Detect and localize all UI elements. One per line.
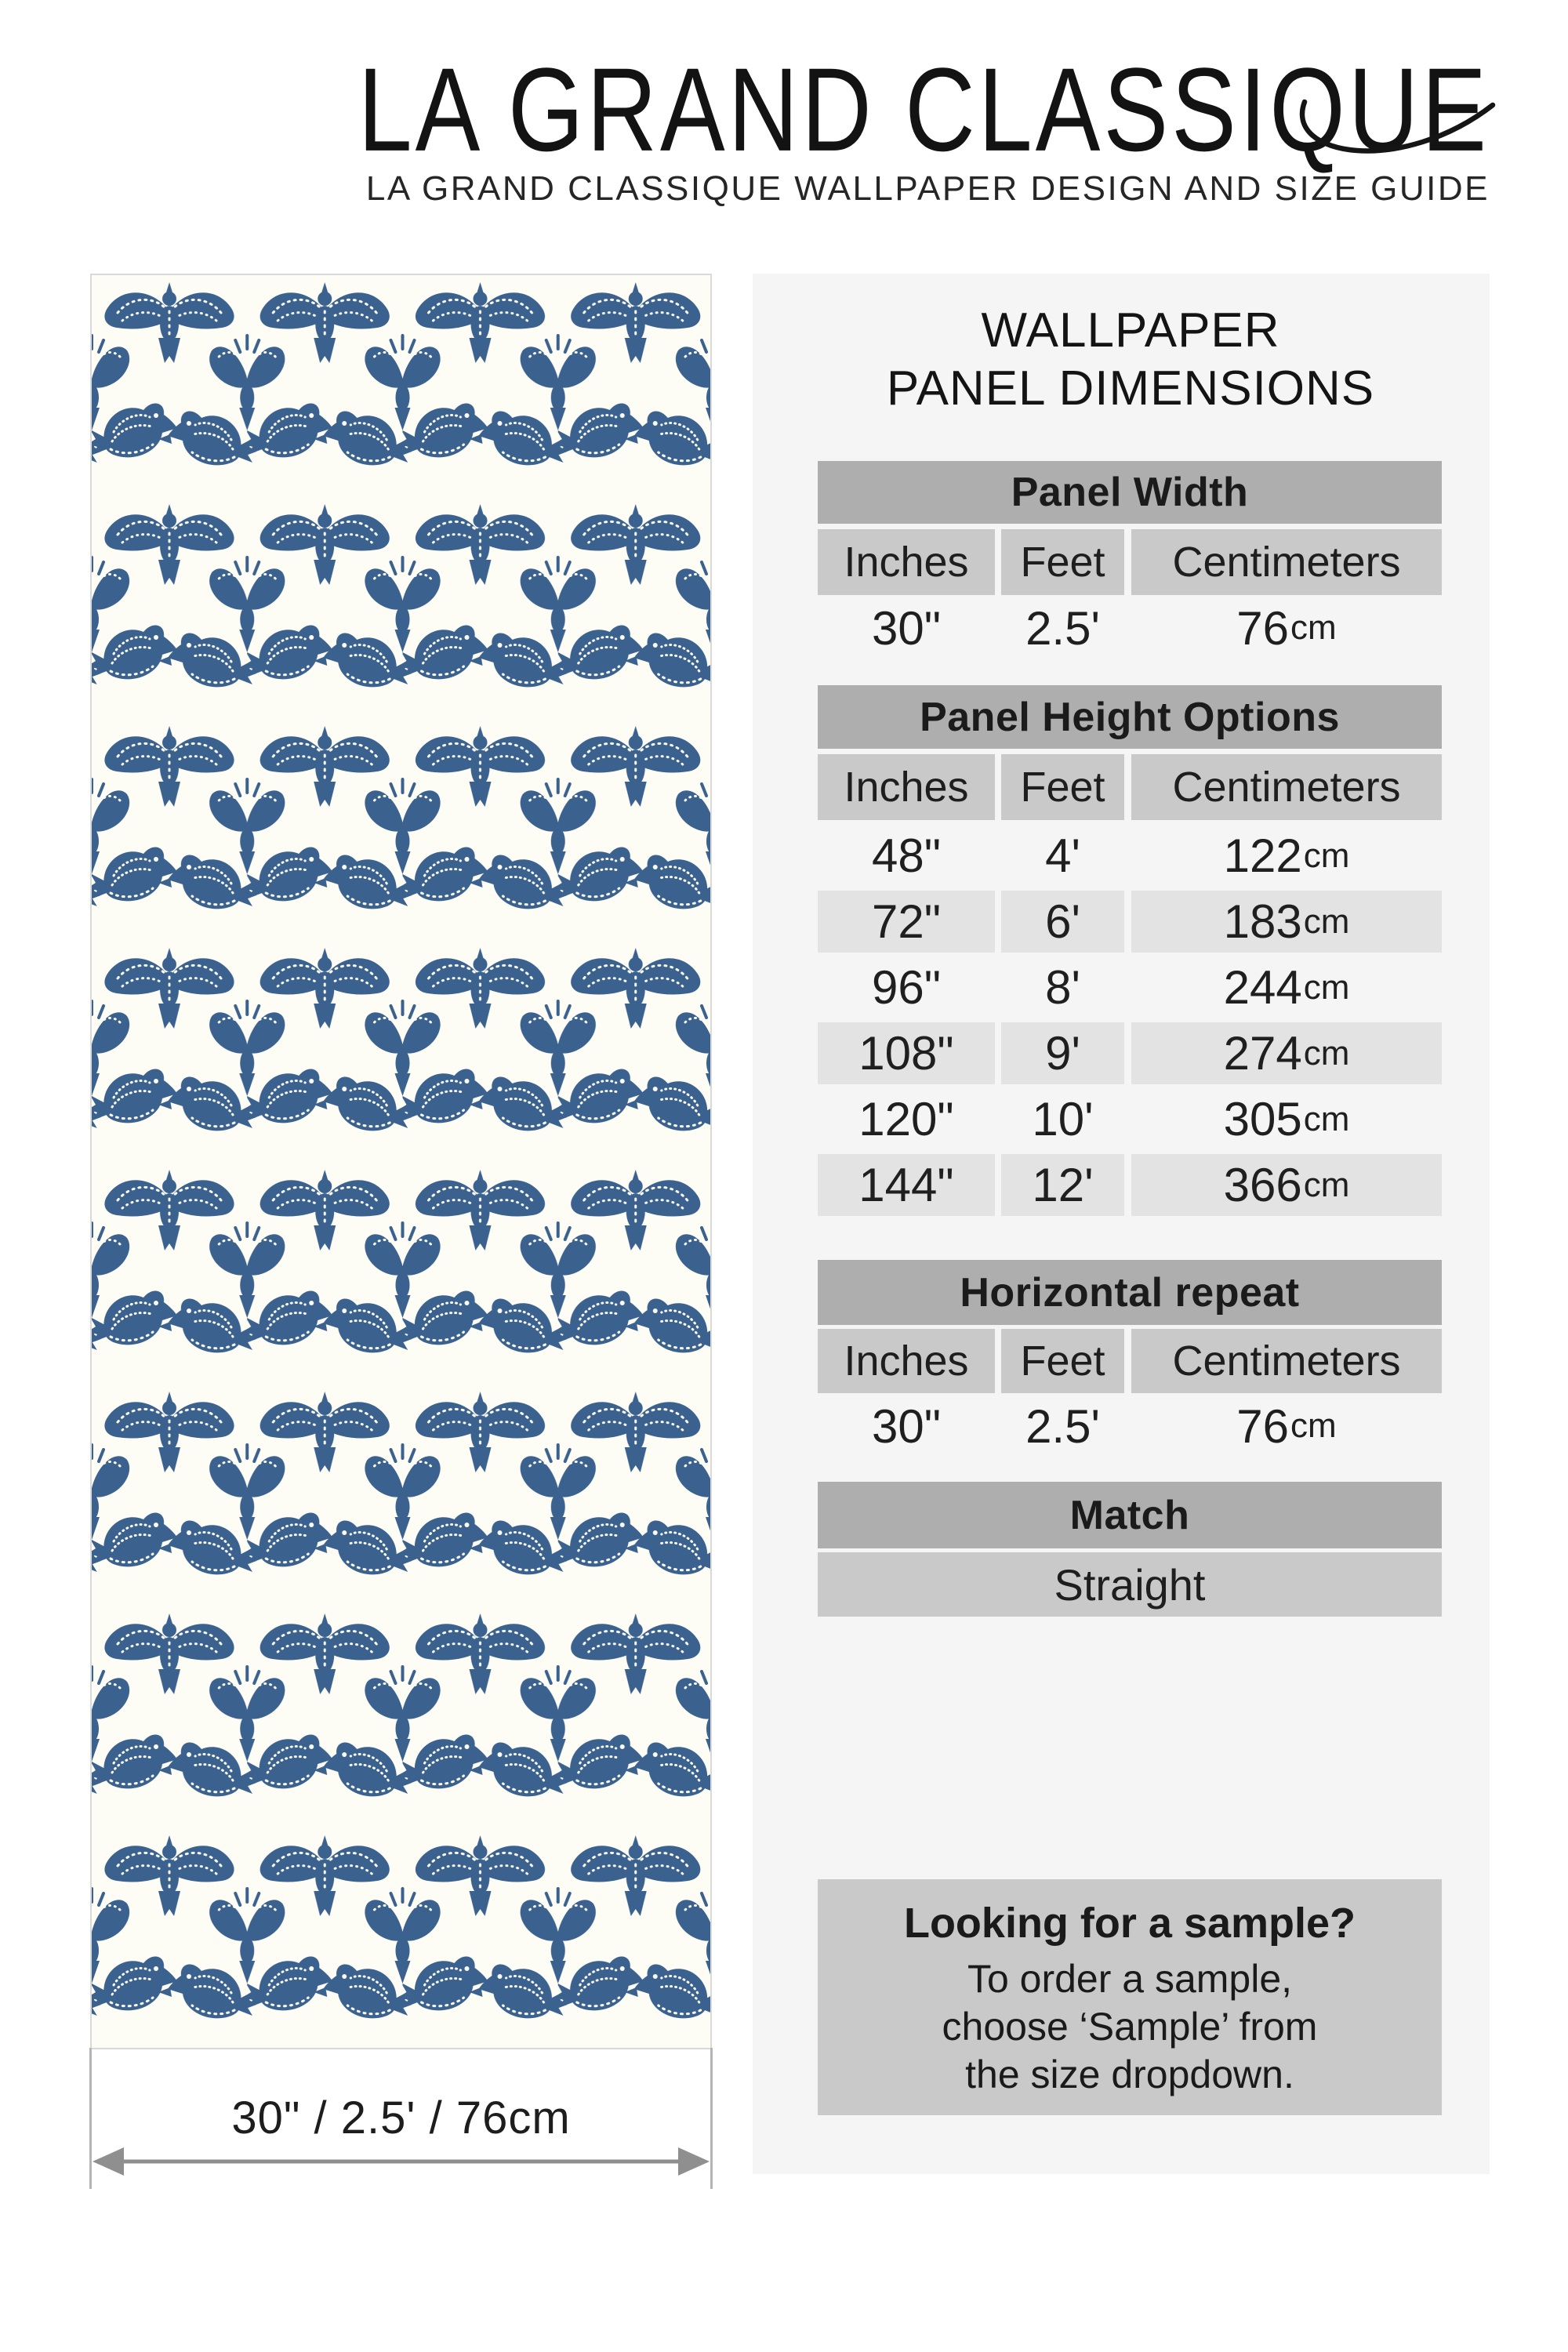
value-centimeters: 244 cm xyxy=(1223,961,1350,1014)
cm-unit: cm xyxy=(1303,1099,1350,1138)
value-inches: 72" xyxy=(818,891,995,953)
value-centimeters: 183 cm xyxy=(1131,891,1442,953)
value-feet: 4' xyxy=(1045,829,1080,882)
column-header-feet: Feet xyxy=(1001,1329,1124,1393)
panel-height-header: Panel Height Options xyxy=(818,685,1442,749)
cm-unit: cm xyxy=(1290,608,1337,647)
sample-box-title: Looking for a sample? xyxy=(903,1900,1356,1947)
value-feet: 6' xyxy=(1001,891,1124,953)
cm-unit: cm xyxy=(1303,967,1350,1007)
column-header-centimeters: Centimeters xyxy=(1131,529,1442,595)
column-header-feet: Feet xyxy=(1001,754,1124,820)
value-inches: 120" xyxy=(858,1093,954,1145)
value-centimeters: 366 cm xyxy=(1131,1154,1442,1216)
value-inches: 108" xyxy=(818,1022,995,1084)
value-feet: 10' xyxy=(1032,1093,1094,1145)
table-row xyxy=(818,1088,1442,1150)
sample-box-line: the size dropdown. xyxy=(965,2053,1294,2096)
value-feet: 2.5' xyxy=(1025,601,1100,655)
dimensions-panel xyxy=(753,274,1490,2174)
value-feet: 9' xyxy=(1001,1022,1124,1084)
table-row xyxy=(818,1154,1442,1216)
value-centimeters: 122 cm xyxy=(1223,829,1350,882)
sample-box xyxy=(818,1879,1442,2115)
column-header-centimeters: Centimeters xyxy=(1131,754,1442,820)
page-title: LA GRAND CLASSIQUE xyxy=(358,44,1490,176)
value-feet: 12' xyxy=(1001,1154,1124,1216)
value-inches: 144" xyxy=(818,1154,995,1216)
table-row xyxy=(818,1022,1442,1084)
value-feet: 2.5' xyxy=(1025,1399,1100,1453)
value-centimeters: 274 cm xyxy=(1131,1022,1442,1084)
dimensions-heading-line2: PANEL DIMENSIONS xyxy=(886,361,1375,416)
sample-box-line: choose ‘Sample’ from xyxy=(942,2005,1318,2049)
dimensions-heading xyxy=(809,302,1452,418)
wallpaper-preview-panel xyxy=(90,274,712,2049)
panel-width-row xyxy=(818,602,1442,654)
column-header-inches: Inches xyxy=(818,529,995,595)
table-row xyxy=(818,825,1442,887)
panel-width-annotation: 30" / 2.5' / 76cm xyxy=(231,2092,571,2143)
cm-unit: cm xyxy=(1290,1406,1337,1445)
value-inches: 96" xyxy=(871,961,942,1014)
page-subtitle: LA GRAND CLASSIQUE WALLPAPER DESIGN AND SIZE GUIDE xyxy=(365,169,1490,208)
column-header-inches: Inches xyxy=(818,1329,995,1393)
panel-height-column-headers xyxy=(818,754,1442,820)
cm-unit: cm xyxy=(1303,836,1350,875)
cm-unit: cm xyxy=(1303,902,1350,941)
dimensions-heading-line1: WALLPAPER xyxy=(981,303,1280,358)
width-dimension-arrow xyxy=(89,2046,713,2195)
match-header: Match xyxy=(818,1482,1442,1548)
horizontal-repeat-header: Horizontal repeat xyxy=(818,1260,1442,1325)
cm-unit: cm xyxy=(1303,1033,1350,1073)
column-header-feet: Feet xyxy=(1001,529,1124,595)
value-centimeters: 76 cm xyxy=(1236,601,1337,655)
cm-unit: cm xyxy=(1303,1165,1350,1204)
horizontal-repeat-row xyxy=(818,1400,1442,1452)
panel-width-header: Panel Width xyxy=(818,461,1442,524)
match-value: Straight xyxy=(818,1552,1442,1617)
panel-width-column-headers xyxy=(818,529,1442,595)
value-inches: 30" xyxy=(871,601,942,655)
value-inches: 30" xyxy=(871,1399,942,1453)
value-inches: 48" xyxy=(871,829,942,882)
sample-box-line: To order a sample, xyxy=(967,1957,1293,2001)
horizontal-repeat-column-headers xyxy=(818,1329,1442,1393)
bird-pattern xyxy=(92,275,710,2048)
table-row xyxy=(818,956,1442,1018)
value-centimeters: 305 cm xyxy=(1223,1093,1350,1145)
column-header-inches: Inches xyxy=(818,754,995,820)
table-row xyxy=(818,891,1442,953)
value-centimeters: 76 cm xyxy=(1236,1399,1337,1453)
column-header-centimeters: Centimeters xyxy=(1131,1329,1442,1393)
value-feet: 8' xyxy=(1045,961,1080,1014)
